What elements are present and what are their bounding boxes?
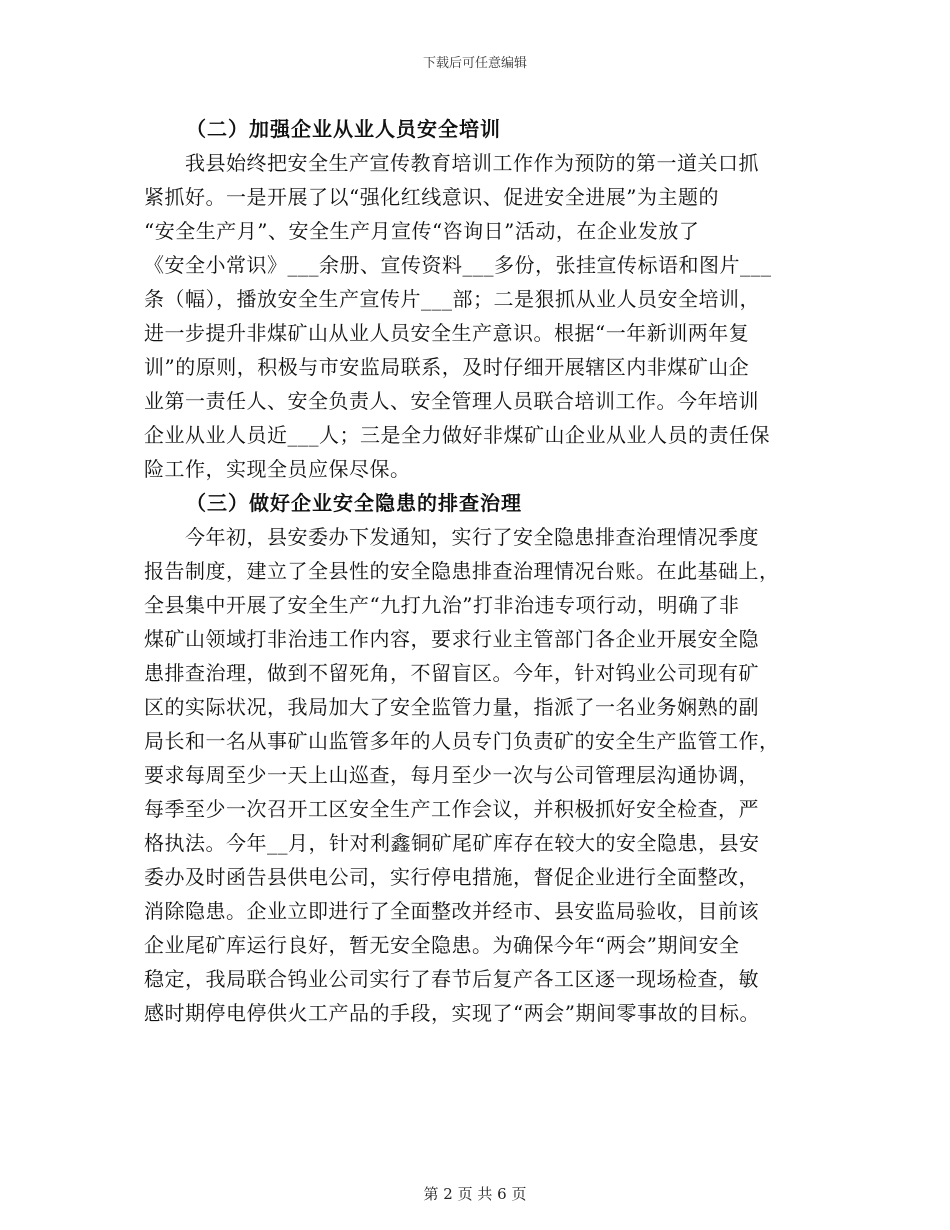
paragraph-line: 要求每周至少一天上山巡查，每月至少一次与公司管理层沟通协调， <box>144 763 759 787</box>
paragraph-line: 训”的原则，积极与市安监局联系，及时仔细开展辖区内非煤矿山企 <box>144 355 750 379</box>
paragraph-line: 患排查治理，做到不留死角，不留盲区。今年，针对钨业公司现有矿 <box>144 661 759 685</box>
paragraph-line: 消除隐患。企业立即进行了全面整改并经市、县安监局验收，目前该 <box>144 899 759 923</box>
paragraph-line: 险工作，实现全员应保尽保。 <box>144 457 411 481</box>
paragraph-line: 今年初，县安委办下发通知，实行了安全隐患排查治理情况季度 <box>144 525 759 549</box>
section-heading: （二）加强企业从业人员安全培训 <box>186 117 501 141</box>
paragraph-line: 格执法。今年__月，针对利鑫铜矿尾矿库存在较大的安全隐患，县安 <box>144 831 760 855</box>
page-header-note: 下载后可任意编辑 <box>422 56 527 71</box>
document-body <box>144 112 804 1030</box>
paragraph-line: 条（幅），播放安全生产宣传片___部；二是狠抓从业人员安全培训， <box>144 287 760 311</box>
page-number-footer: 第 2 页 共 6 页 <box>423 1185 527 1203</box>
paragraph-line: 《安全小常识》___余册、宣传资料___多份，张挂宣传标语和图片___ <box>144 253 772 277</box>
paragraph-line: 稳定，我局联合钨业公司实行了春节后复产各工区逐一现场检查，敏 <box>144 967 759 991</box>
paragraph-line: 我县始终把安全生产宣传教育培训工作作为预防的第一道关口抓 <box>144 151 759 175</box>
paragraph-line: 每季至少一次召开工区安全生产工作会议，并积极抓好安全检查，严 <box>144 797 759 821</box>
paragraph-line: 紧抓好。一是开展了以“强化红线意识、促进安全进展”为主题的 <box>144 185 719 209</box>
paragraph-line: 企业尾矿库运行良好，暂无安全隐患。为确保今年“两会”期间安全 <box>144 933 740 957</box>
paragraph-line: 业第一责任人、安全负责人、安全管理人员联合培训工作。今年培训 <box>144 389 759 413</box>
paragraph-line: 感时期停电停供火工产品的手段，实现了“两会”期间零事故的目标。 <box>144 1001 760 1025</box>
paragraph-line: 局长和一名从事矿山监管多年的人员专门负责矿的安全生产监管工作， <box>144 729 780 753</box>
paragraph-line: 报告制度，建立了全县性的安全隐患排查治理情况台账。在此基础上， <box>144 559 780 583</box>
paragraph-line: 进一步提升非煤矿山从业人员安全生产意识。根据“一年新训两年复 <box>144 321 750 345</box>
paragraph-line: 企业从业人员近___人；三是全力做好非煤矿山企业从业人员的责任保 <box>144 423 770 447</box>
section-heading: （三）做好企业安全隐患的排查治理 <box>186 491 522 515</box>
paragraph-line: “安全生产月”、安全生产月宣传“咨询日”活动，在企业发放了 <box>144 219 700 243</box>
paragraph-line: 煤矿山领域打非治违工作内容，要求行业主管部门各企业开展安全隐 <box>144 627 759 651</box>
paragraph-line: 全县集中开展了安全生产“九打九治”打非治违专项行动，明确了非 <box>144 593 740 617</box>
paragraph-line: 委办及时函告县供电公司，实行停电措施，督促企业进行全面整改， <box>144 865 759 889</box>
paragraph-line: 区的实际状况，我局加大了安全监管力量，指派了一名业务娴熟的副 <box>144 695 759 719</box>
